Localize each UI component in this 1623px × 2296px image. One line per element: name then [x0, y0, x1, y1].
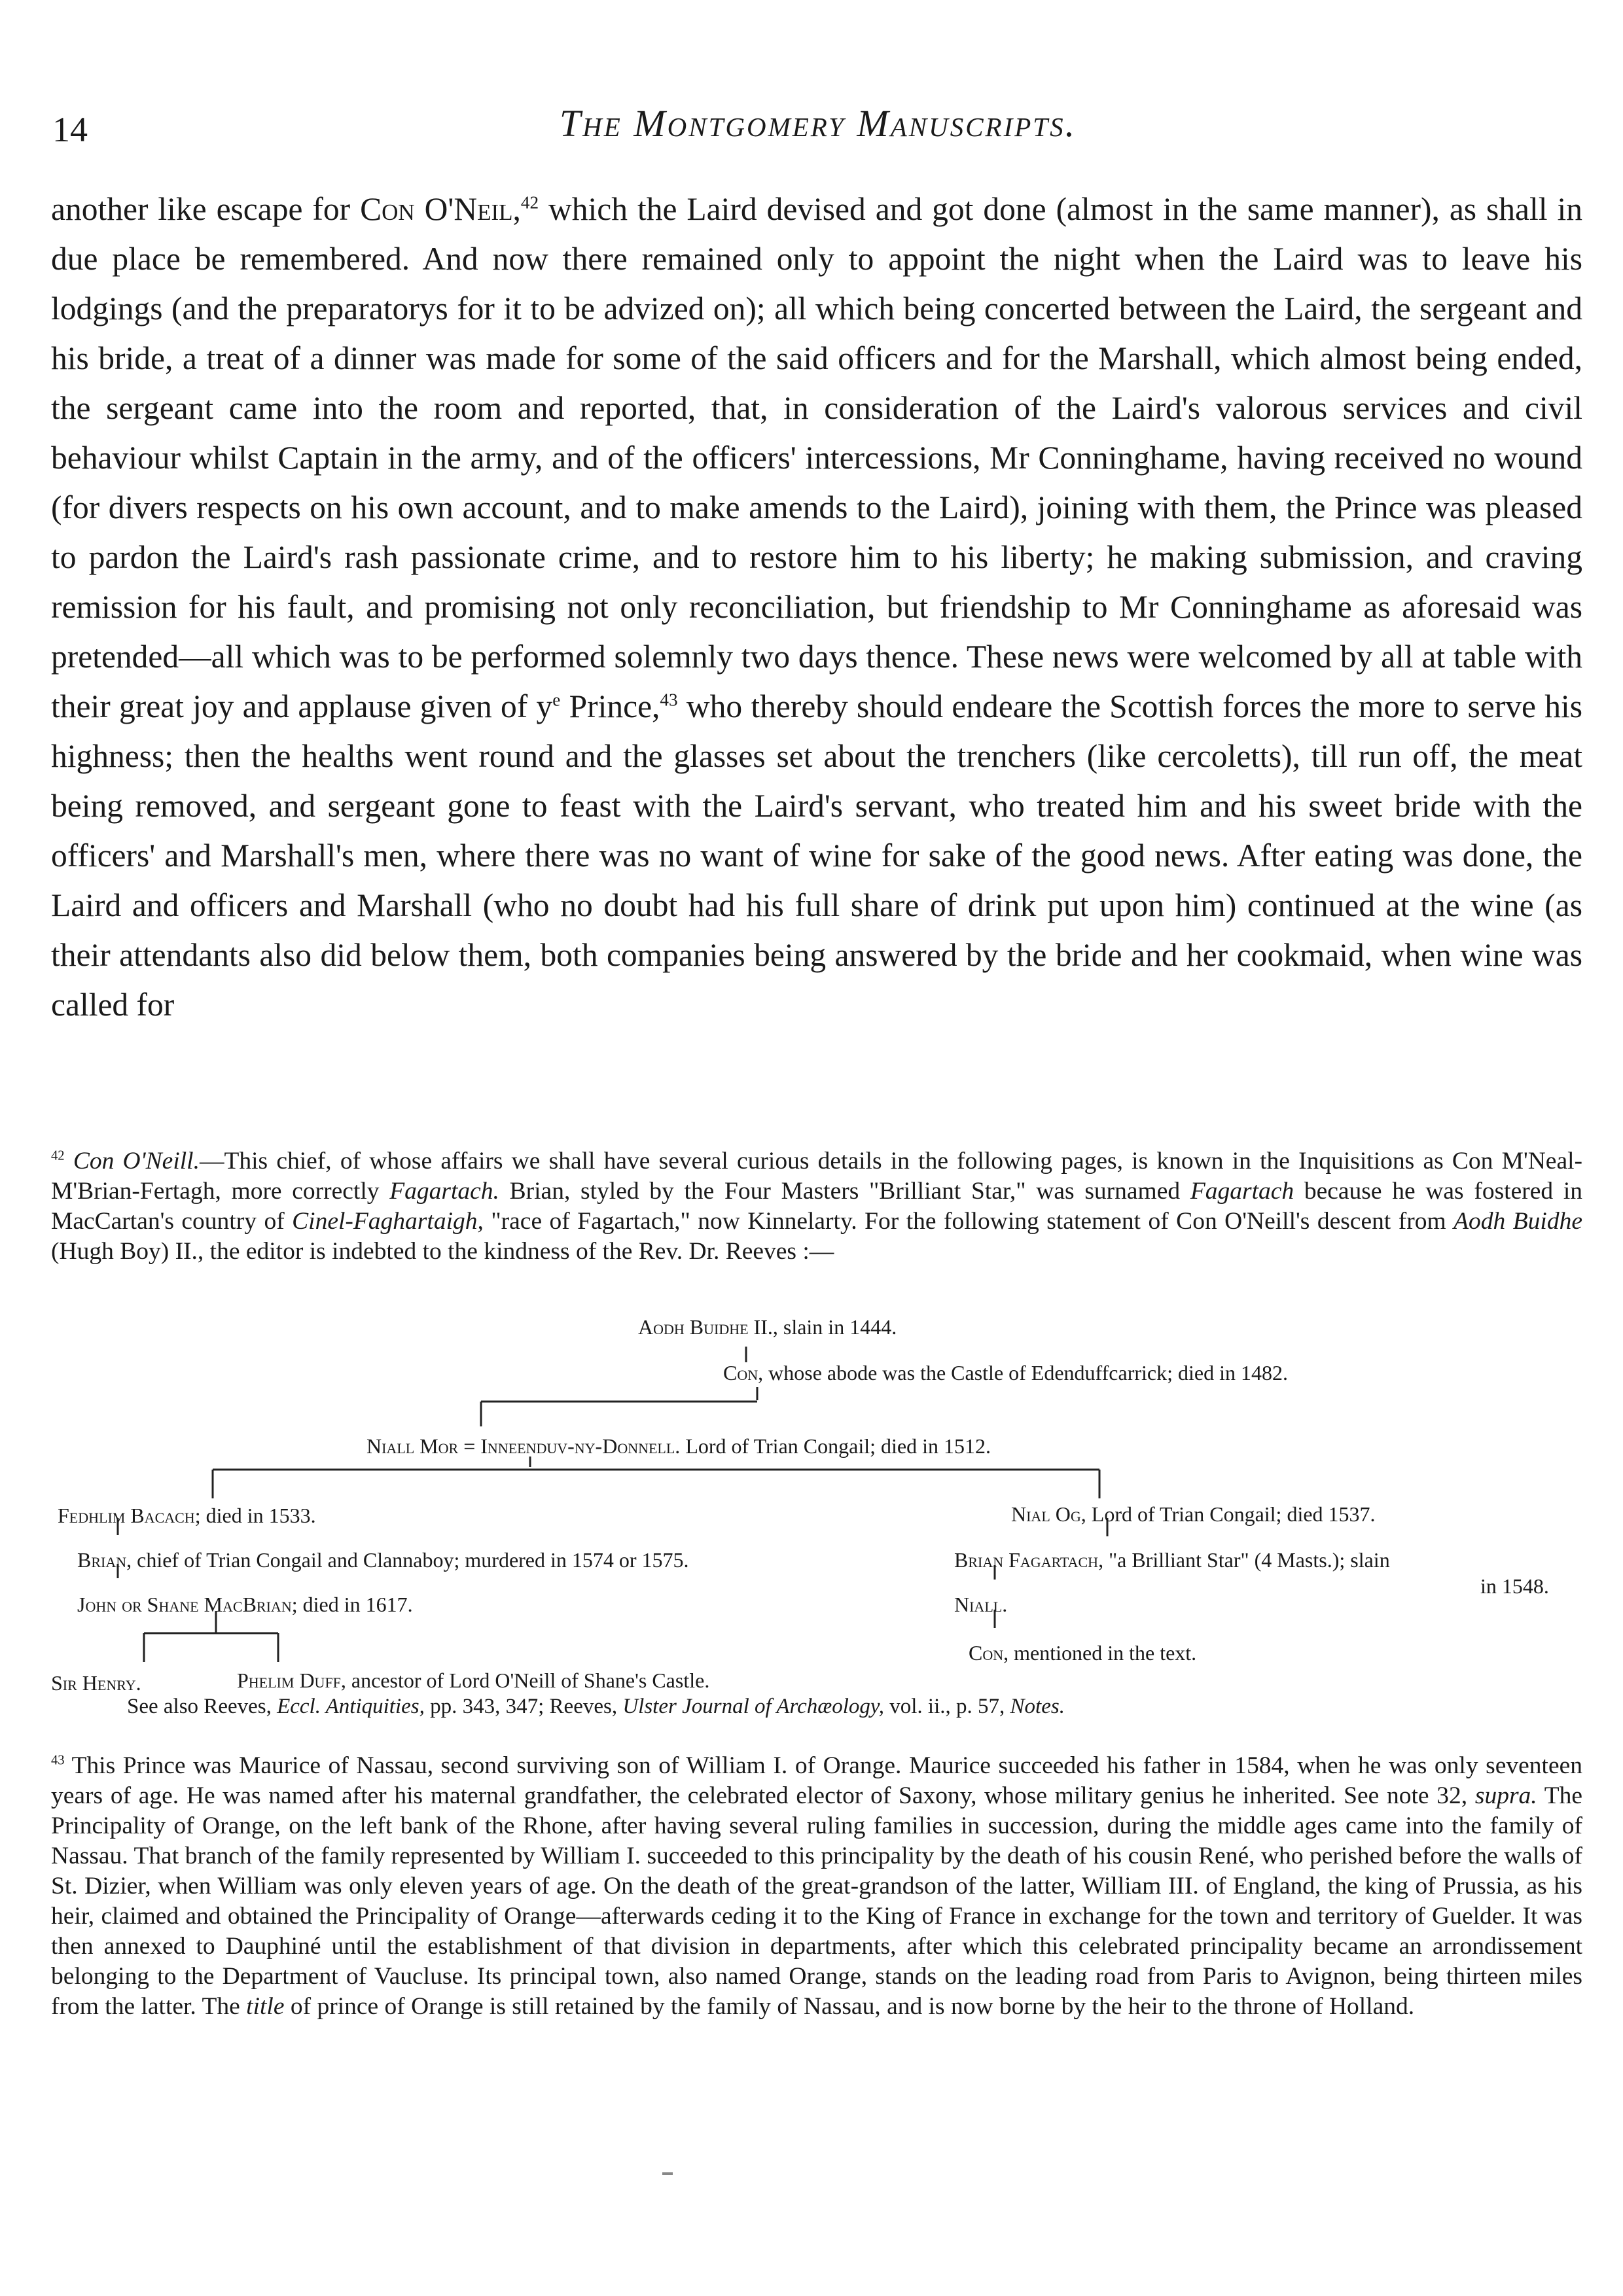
see-also-reference	[127, 1695, 1065, 1719]
footnote-ref-42[interactable]: 42	[520, 192, 539, 213]
page-header	[46, 101, 1590, 160]
person-name: Aodh Buidhe II.	[638, 1315, 773, 1339]
gen-niall-mor	[366, 1433, 991, 1459]
person-note: Lord of Trian Congail; died in 1512.	[680, 1434, 991, 1458]
italic-term: Aodh Buidhe	[1454, 1208, 1582, 1235]
person-name: Fedhlim Bacach	[58, 1504, 195, 1527]
gen-brian-fagartach	[954, 1547, 1390, 1573]
text-run: which the Laird devised and got done (almost in the same manner), as shall in due place be remembered. And now there remained only to appoint the night when the Laird was to leave his lodgings (and the preparatorys for it to be advized on); all which being concerted between the Laird, the sergeant and his bride, a treat of a dinner was made for some of the said officers and for the Marshall, which almost being ended, the sergeant came into the room and reported, that, in consideration of the Laird's valorous services and civil behaviour whilst Captain in the army, and of the officers' intercessions, Mr Conninghame, having received no wound (for divers respects on his own account, and to make amends to the Laird), joining with them, the Prince was pleased to pardon the Laird's rash passionate crime, and to restore him to his liberty; he making submission, and craving remission for his fault, and promising not only reconciliation, but friendship to Mr Conninghame as aforesaid was pretended—all which was to be performed solemnly two days thence. These news were welcomed by all at table with their great joy and applause given of y	[51, 191, 1582, 724]
text-run: of prince of Orange is still retained by the family of Nassau, and is now borne by the heir to the throne of Holland.	[284, 1993, 1415, 2020]
italic-title: Notes.	[1010, 1695, 1065, 1718]
gen-nial-og	[1011, 1501, 1376, 1527]
text-run: Brian, styled by the Four Masters "Brilliant Star," was surnamed	[499, 1178, 1190, 1205]
main-paragraph	[51, 185, 1582, 1030]
gen-aodh-buidhe	[638, 1314, 897, 1340]
text-run: "race of Fagartach," now Kinnelarty. For the following statement of Con O'Neill's descent from	[483, 1208, 1454, 1235]
footnote-ref-43[interactable]: 43	[660, 690, 678, 710]
person-name: Brian Fagartach	[954, 1548, 1099, 1572]
text-run: who thereby should endeare the Scottish forces the more to serve his highness; then the healths went round and the glasses set about the trenchers (like cercoletts), till run off, the meat being removed, and sergeant gone to feast with the Laird's servant, who treated him and his sweet bride with the officers' and Marshall's men, where there was no want of wine for sake of the good news. After eating was done, the Laird and officers and Marshall (who no doubt had his full share of drink put upon him) continued at the wine (as their attendants also did below them, both companies being answered by the bride and her cookmaid, when wine was called for	[51, 688, 1582, 1023]
gen-phelim-duff	[237, 1667, 709, 1693]
person-note: in 1548.	[1480, 1574, 1549, 1598]
person-name: Sir Henry.	[51, 1671, 141, 1695]
italic-title: Ulster Journal of Archæology,	[622, 1695, 885, 1718]
italic-term: title	[246, 1993, 285, 2020]
gen-con-1	[723, 1360, 1288, 1386]
text-run: —This chief, of whose affairs we shall have several curious details in the following pages, is known in the Inquisitions as Con M'Neal-M'Brian-Fertagh, more correctly	[51, 1148, 1582, 1205]
name-con-oneil: Con O'Neil,	[360, 191, 521, 227]
gen-sir-henry	[51, 1670, 141, 1696]
page-number: 14	[52, 110, 88, 149]
person-name: Phelim Duff	[237, 1669, 341, 1692]
text-run: because he was fostered in MacCartan's country of	[51, 1178, 1582, 1235]
person-note: , Lord of Trian Congail; died 1537.	[1080, 1502, 1376, 1526]
text-run: another like escape for	[51, 191, 361, 227]
person-name: Brian	[77, 1548, 127, 1572]
text-run: The Principality of Orange, on the left bank of the Rhone, after having several ruling families in succession, during the middle ages came into the family of Nassau. That branch of the family represented by William I. succeeded to this principality by the death of his cousin René, who perished before the walls of St. Dizier, when William was only eleven years of age. On the death of the great-grandson of the latter, William III. of England, the king of Prussia, as his heir, claimed and obtained the Principality of Orange—afterwards ceding it to the King of France in exchange for the town and territory of Guelder. It was then annexed to Dauphiné until the establishment of that division in departments, after which this celebrated principality became an arrondissement belonging to the Department of Vaucluse. Its principal town, also named Orange, stands on the leading road from Paris to Avignon, being thirteen miles from the latter. The	[51, 1782, 1582, 2020]
main-text	[51, 185, 1582, 1030]
spouse-name: Inneenduv-ny-Donnell.	[480, 1434, 681, 1458]
italic-term: Cinel-Faghartaigh,	[292, 1208, 484, 1235]
text-run: This Prince was Maurice of Nassau, second surviving son of William I. of Orange. Maurice succeeded his father in 1584, when he was only seventeen years of age. He was named after his maternal grandfather, the celebrated elector of Saxony, whose military genius he inherited. See note 32,	[51, 1752, 1582, 1809]
person-note: , "a Brilliant Star" (4 Masts.); slain	[1098, 1548, 1390, 1572]
print-mark	[662, 2172, 673, 2175]
italic-term: Fagartach.	[389, 1178, 499, 1205]
footnote-title: Con O'Neill.	[73, 1148, 200, 1174]
text-run: See also Reeves,	[127, 1695, 277, 1718]
italic-term: Fagartach	[1190, 1178, 1294, 1205]
person-note: , slain in 1444.	[772, 1315, 897, 1339]
gen-brian-fagartach-death	[1480, 1573, 1549, 1599]
person-name: John or Shane MacBrian	[77, 1593, 292, 1616]
person-note: , mentioned in the text.	[1003, 1641, 1197, 1665]
person-name: Niall.	[954, 1593, 1008, 1616]
marriage-sign: =	[463, 1434, 476, 1458]
text-run: vol. ii., p. 57,	[884, 1695, 1010, 1718]
person-note: ; died in 1533.	[194, 1504, 316, 1527]
text-run: pp. 343, 347; Reeves,	[424, 1695, 623, 1718]
footnote-number: 42	[51, 1148, 65, 1163]
gen-niall	[954, 1591, 1007, 1617]
person-name: Nial Og	[1011, 1502, 1081, 1526]
italic-title: Eccl. Antiquities,	[277, 1695, 425, 1718]
gen-fedhlim-bacach	[58, 1502, 316, 1528]
gen-brian-chief	[77, 1547, 689, 1573]
person-note: ; died in 1617.	[291, 1593, 413, 1616]
footnote-42	[51, 1146, 1582, 1267]
footnote-43	[51, 1751, 1582, 2022]
person-note: , ancestor of Lord O'Neill of Shane's Castle.	[340, 1669, 710, 1692]
person-name: Con	[723, 1361, 758, 1385]
person-name: Niall Mor	[366, 1434, 459, 1458]
gen-con-2	[969, 1640, 1196, 1666]
person-note: , chief of Trian Congail and Clannaboy; murdered in 1574 or 1575.	[126, 1548, 689, 1572]
gen-john-shane	[77, 1591, 413, 1617]
person-note: , whose abode was the Castle of Edenduffcarrick; died in 1482.	[758, 1361, 1288, 1385]
italic-term: supra.	[1474, 1782, 1537, 1809]
person-name: Con	[969, 1641, 1004, 1665]
footnote-number: 43	[51, 1753, 65, 1768]
superscript-e: e	[552, 690, 561, 710]
text-run: (Hugh Boy) II., the editor is indebted to the kindness of the Rev. Dr. Reeves :—	[51, 1238, 834, 1265]
running-title: The Montgomery Manuscripts.	[559, 102, 1077, 145]
text-run: Prince,	[560, 688, 660, 724]
